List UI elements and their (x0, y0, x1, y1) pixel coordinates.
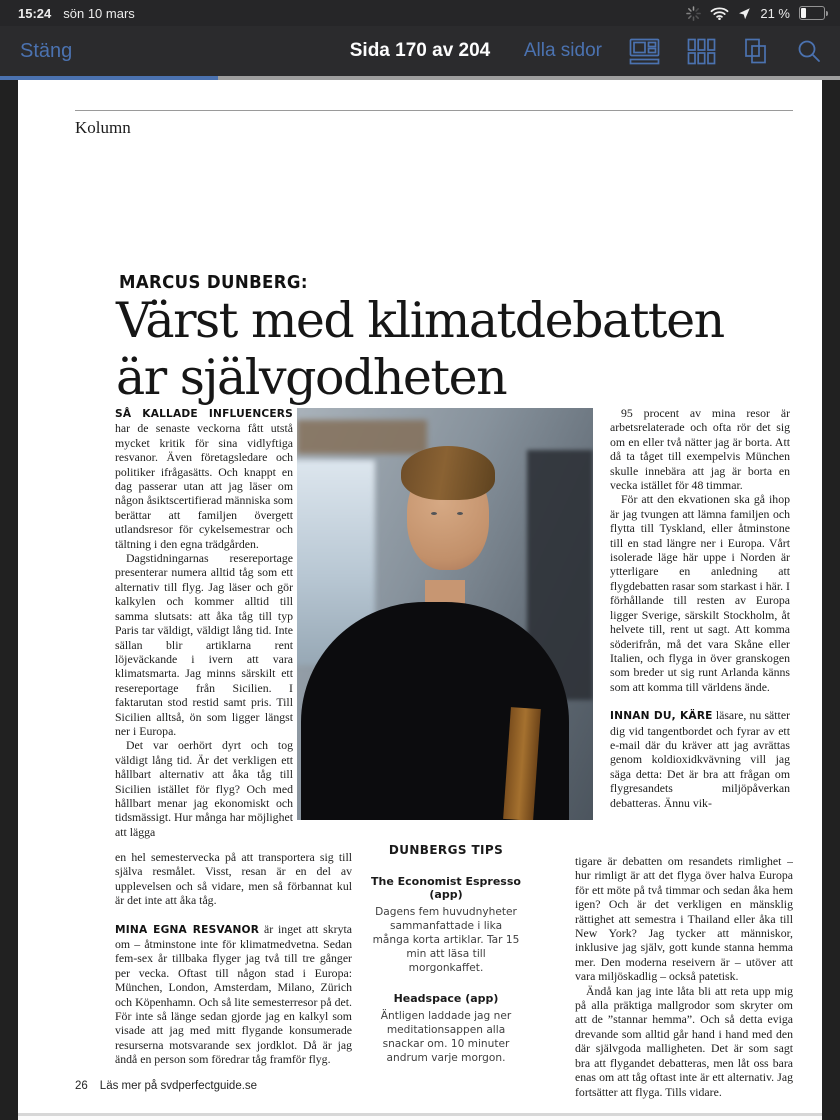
paragraph (115, 850, 352, 908)
paragraph-text: Ändå kan jag inte låta bli att reta upp mig på alla präktiga mallgrodor som skryter om att de ”stannar hemma”. Och så detta eviga drevande som alltid går hand i hand med den där självgoda malligheten. Det är som sagt bra att flygandet debatteras, men låt oss bara enas om att tåg oftast inte är ett alternativ. Jag fortsätter att flyga. Tills vidare. (575, 983, 793, 1099)
page-footer (75, 1080, 257, 1092)
magazine-page (18, 80, 822, 1113)
paragraph (610, 708, 790, 810)
article-block-lower-right (575, 854, 793, 1102)
paragraph (575, 854, 793, 984)
thumbnail-grid-icon[interactable] (687, 38, 716, 65)
activity-spinner-icon (686, 6, 701, 21)
paragraph-text: är inget att skryta om – åtminstone inte för klimatmedvetna. Sedan fem-sex år tillbaka flyger jag två till tre gånger per vecka. Oftast till någon stad i Europa: München, London, Amsterdam, Milano, Zürich och Köpenhamn. Och så lite semesterresor på det. För inte så länge sedan gjorde jag en kalkyl som visade att jag med mitt flygande konsumerade resurserna motsvarande sex jordklot. Då är jag ändå en person som föredrar tåg framför flyg. (115, 921, 352, 1067)
paragraph-lead: INNAN DU, KÄRE (610, 710, 713, 723)
status-date: sön 10 mars (63, 5, 135, 21)
page-indicator: Sida 170 av 204 (349, 40, 491, 61)
portrait-eye (431, 512, 437, 515)
paragraph (610, 406, 790, 492)
headline-line: Värst med klimatdebatten (116, 292, 724, 349)
paragraph-text: 95 procent av mina resor är arbetsrelaterade och ofta rör det sig om en eller två nätter jag är borta. Att då ta tåget till exempelvis München skulle innebära att jag är borta en vecka istället för 48 timmar. (610, 406, 790, 493)
portrait-eye (457, 512, 463, 515)
paragraph (575, 984, 793, 1099)
wifi-icon (710, 6, 729, 20)
tip-description: Dagens fem huvudnyheter sammanfattade i lika många korta artiklar. Tar 15 min att läsa till morgonkaffet. (372, 906, 520, 974)
tip-name: Headspace (app) (393, 992, 499, 1005)
paragraph-lead: SÅ KALLADE INFLUENCERS (115, 408, 293, 420)
all-pages-button[interactable]: Alla sidor (523, 40, 602, 61)
tip-description: Äntligen laddade jag ner meditationsappen alla snackar om. 10 minuter andrum varje morgon. (380, 1010, 512, 1064)
paragraph-lead: MINA EGNA RESVANOR (115, 923, 260, 936)
paragraph (115, 922, 352, 1067)
article-column-right (610, 406, 790, 854)
top-rule (75, 110, 793, 111)
portrait-hair (401, 446, 495, 500)
section-kicker: Kolumn (75, 118, 131, 137)
tips-box (370, 843, 522, 1065)
tips-title: DUNBERGS TIPS (388, 843, 504, 857)
close-button[interactable]: Stäng (20, 39, 73, 62)
paragraph (610, 492, 790, 694)
paragraph (115, 551, 293, 738)
tip-item (370, 992, 522, 1065)
paragraph-text: Dagstidningarnas resereportage presenterar numera alltid tåg som ett alternativ till flyg. Jag läser och gör kalkylen och kommer alltid till samma slutsats: att åka tåg till typ Paris tar väldigt, väldigt lång tid. Inte sällan blir artiklarna rent löjeväckande i ivern att vara klimatsmarta. Jag minns särskilt ett resereportage från Sicilien. I faktarutan stod restid samt pris. Till Sicilien alltså, ön som ligger längst ner i Europa. (115, 551, 293, 738)
pages-icon[interactable] (743, 38, 769, 65)
status-bar (0, 0, 840, 26)
next-page-edge (18, 1116, 822, 1120)
battery-icon (799, 6, 825, 20)
search-icon[interactable] (796, 38, 822, 64)
paragraph-text: en hel semestervecka på att transportera sig till själva resmålet. Visst, resan är en del av upplevelsen och så vidare, men så förbannat kul är det inte att åka tåg. (115, 850, 352, 908)
headline-line: är självgodheten (116, 349, 507, 406)
photo-wood-blind (297, 420, 427, 454)
page-number: 26 (75, 1080, 88, 1092)
paragraph-text: har de senaste veckorna fått utstå mycket kritik för sina vidlyftiga resvanor. Även företagsledare och politiker ifrågasätts. Och knappt en dag passerar utan att jag läser om någon åsiktscertifierad människa som berättar att familjen övergett utlandsresor för cykelsemestrar och tältning i den egna trädgården. (115, 421, 293, 551)
portrait-photo (297, 408, 593, 820)
paragraph-text: tigare är debatten om resandets rimlighet – hur rimligt är att det flyga över halva Europa för ett möte på två timmar och sedan åka hem igen? Och är det verkligen en mänsklig rättighet att semestra i Thailand eller åka till New York? Jag tycker att människor, inklusive jag själv, gott kunde stanna hemma mer. Den moderna reseivern är – utöver att vara miljöskadlig – också patetisk. (575, 854, 793, 984)
battery-percent: 21 % (760, 5, 790, 21)
tip-name: The Economist Espresso (app) (371, 875, 521, 901)
author-byline: MARCUS DUNBERG: (119, 272, 308, 293)
paragraph-text: läsare, nu sätter dig vid tangentbordet och fyrar av ett e-mail där du kräver att jag avrättas genom koldioxidkvävning vill jag säga detta: Det är bra att frågan om flygresandets miljöpåverkan debatteras. Ännu vik- (610, 708, 790, 810)
clock: 15:24 (18, 5, 52, 21)
reading-view-icon[interactable] (629, 38, 660, 65)
paragraph-text: För att den ekvationen ska gå ihop är jag tvungen att lämna familjen och flytta till Tyskland, eller åtminstone till en stad längre ner i Europa. Vårt isolerade läge här uppe i Norden är ytterligare en anledning att flygdebatten rasar som starkast i här. I förhållande till resten av Europa ligger Sverige, särskilt Stockholm, åt helvete till, rent ut sagt. Att komma söderifrån, må det vara Skåne eller Italien, och flyga in över granskogen som breder ut sig runt Arlanda känns som att komma till världens ände. (610, 492, 790, 694)
paragraph (115, 738, 293, 839)
tip-item (370, 875, 522, 975)
paragraph-text: Det var oerhört dyrt och tog väldigt lång tid. Är det verkligen ett hållbart alternativ att åka tåg till Sicilien istället för flyg? Och med hållbart menar jag ekonomiskt och tidsmässigt. Hur många har möjlighet att lägga (115, 738, 293, 839)
article-headline (116, 292, 724, 406)
paragraph (115, 406, 293, 551)
article-column-left (115, 406, 293, 848)
footer-text: Läs mer på svdperfectguide.se (99, 1080, 258, 1092)
location-icon (738, 7, 751, 20)
article-block-lower-left (115, 850, 352, 1086)
pdf-toolbar (0, 26, 840, 76)
battery-nub (826, 11, 828, 16)
